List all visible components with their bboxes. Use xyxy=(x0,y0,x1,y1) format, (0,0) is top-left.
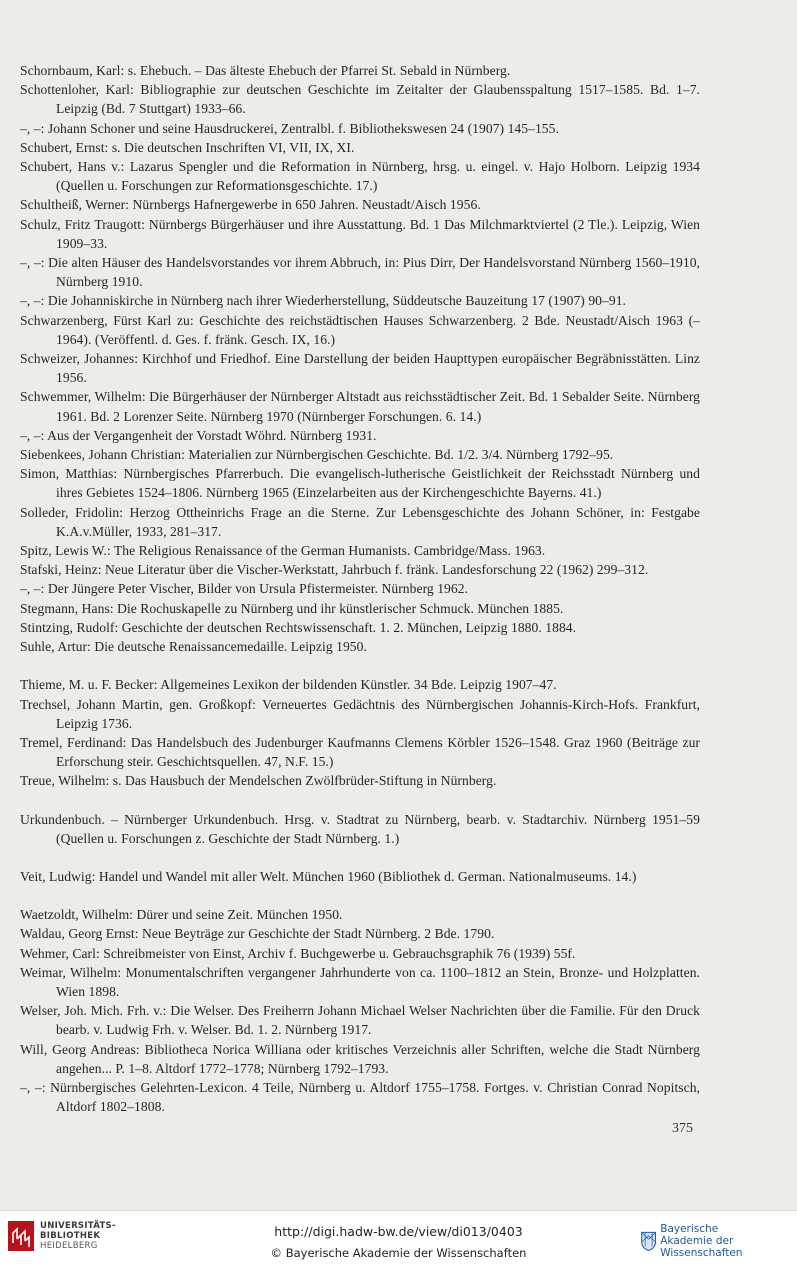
section-u xyxy=(20,810,700,848)
academy-logo[interactable] xyxy=(640,1223,797,1259)
bibliography-entry: Waetzoldt, Wilhelm: Dürer und seine Zeit. München 1950. xyxy=(20,907,343,923)
bibliography-entry: Schubert, Ernst: s. Die deutschen Inschriften VI, VII, IX, XI. xyxy=(20,139,355,155)
bibliography-entry: Spitz, Lewis W.: The Religious Renaissance of the German Humanists. Cambridge/Mass. 1963. xyxy=(20,543,546,559)
bibliography-entry: Schwemmer, Wilhelm: Die Bürgerhäuser der Nürnberger Altstadt aus reichsstädtischer Zeit. Bd. 1 Sebalder Seite. Nürnberg 1961. Bd. 2 Lorenzer Seite. Nürnberg 1970 (Nürnberger Forschungen. 6. 14.) xyxy=(20,389,700,424)
section-s xyxy=(20,61,700,656)
bibliography-entry: Schubert, Hans v.: Lazarus Spengler und die Reformation in Nürnberg, hrsg. u. eingel. v. Hajo Holborn. Leipzig 1934 (Quellen u. Forschungen zur Reformationsgeschichte. 17.) xyxy=(20,159,700,194)
bibliography-entry: Suhle, Artur: Die deutsche Renaissancemedaille. Leipzig 1950. xyxy=(20,639,367,655)
bibliography-entry: Welser, Joh. Mich. Frh. v.: Die Welser. Des Freiherrn Johann Michael Welser Nachrichten über die Familie. Für den Druck bearb. v. Ludwig Frh. v. Welser. Bd. 1. 2. Nürnberg 1917. xyxy=(20,1003,700,1038)
bibliography-entry: –, –: Aus der Vergangenheit der Vorstadt Wöhrd. Nürnberg 1931. xyxy=(20,427,377,443)
bibliography-entry: Thieme, M. u. F. Becker: Allgemeines Lexikon der bildenden Künstler. 34 Bde. Leipzig 1907–47. xyxy=(20,677,557,693)
bibliography-entry: Treue, Wilhelm: s. Das Hausbuch der Mendelschen Zwölfbrüder-Stiftung in Nürnberg. xyxy=(20,773,497,789)
bibliography-entry: Tremel, Ferdinand: Das Handelsbuch des Judenburger Kaufmanns Clemens Körbler 1526–1548. Graz 1960 (Beiträge zur Erforschung steir. Geschichtsquellen. 47, N.F. 15.) xyxy=(20,734,700,770)
bibliography-entry: Will, Georg Andreas: Bibliotheca Norica Williana oder kritisches Verzeichnis aller Schriften, welche die Stadt Nürnberg angehen... P. 1–8. Altdorf 1772–1778; Nürnberg 1792–1793. xyxy=(20,1041,700,1076)
bibliography-entry: Solleder, Fridolin: Herzog Ottheinrichs Frage an die Sterne. Zur Lebensgeschichte des Johann Schöner, in: Festgabe K.A.v.Müller, 1933, 281–317. xyxy=(20,504,700,539)
bibliography-entry: Schweizer, Johannes: Kirchhof und Friedhof. Eine Darstellung der beiden Haupttypen europäischer Begräbnisstätten. Linz 1956. xyxy=(20,351,700,386)
bibliography-entry: –, –: Die Johanniskirche in Nürnberg nach ihrer Wiederherstellung, Süddeutsche Bauzeitung 17 (1907) 90–91. xyxy=(20,293,627,309)
permalink-url[interactable]: http://digi.hadw-bw.de/view/di013/0403 xyxy=(274,1224,523,1239)
bibliography-entry: Schwarzenberg, Fürst Karl zu: Geschichte des reichstädtischen Hauses Schwarzenberg. 2 Bde. Neustadt/Aisch 1963 (–1964). (Veröffentl. d. Ges. f. fränk. Gesch. IX, 16.) xyxy=(20,312,700,347)
ub-line-1: UNIVERSITÄTS- xyxy=(40,1221,116,1231)
academy-line-2: Akademie der Wissenschaften xyxy=(660,1235,743,1259)
academy-line-1: Bayerische xyxy=(660,1223,719,1235)
bibliography-entry: Schottenloher, Karl: Bibliographie zur deutschen Geschichte im Zeitalter der Glaubensspaltung 1517–1585. Bd. 1–7. Leipzig (Bd. 7 Stuttgart) 1933–66. xyxy=(20,82,700,117)
bibliography-entry: Waldau, Georg Ernst: Neue Beyträge zur Geschichte der Stadt Nürnberg. 2 Bde. 1790. xyxy=(20,926,495,942)
bibliography-entry: –, –: Der Jüngere Peter Vischer, Bilder von Ursula Pfistermeister. Nürnberg 1962. xyxy=(20,581,469,597)
bibliography-entry: –, –: Johann Schoner und seine Hausdruckerei, Zentralbl. f. Bibliothekswesen 24 (1907) 145–155. xyxy=(20,120,559,136)
bibliography-entry: Schulz, Fritz Traugott: Nürnbergs Bürgerhäuser und ihre Ausstattung. Bd. 1 Das Milchmarktviertel (2 Tle.). Leipzig, Wien 1909–33. xyxy=(20,216,700,251)
section-w xyxy=(20,905,700,1116)
ub-line-3: HEIDELBERG xyxy=(40,1241,98,1251)
bibliography-entry: –, –: Die alten Häuser des Handelsvorstandes vor ihrem Abbruch, in: Pius Dirr, Der Handelsvorstand Nürnberg 1560–1910, Nürnberg 1910. xyxy=(20,255,700,290)
academy-crest-icon xyxy=(640,1229,657,1253)
footer-bar xyxy=(0,1210,797,1266)
bibliography-entry: Veit, Ludwig: Handel und Wandel mit aller Welt. München 1960 (Bibliothek d. German. Nationalmuseums. 14.) xyxy=(20,868,637,884)
bibliography-entry: Schultheiß, Werner: Nürnbergs Hafnergewerbe in 650 Jahren. Neustadt/Aisch 1956. xyxy=(20,197,481,213)
bibliography-entry: Siebenkees, Johann Christian: Materialien zur Nürnbergischen Geschichte. Bd. 1/2. 3/4. Nürnberg 1792–95. xyxy=(20,447,614,463)
bibliography-entry: Stegmann, Hans: Die Rochuskapelle zu Nürnberg und ihr künstlerischer Schmuck. München 1885. xyxy=(20,600,564,616)
section-v xyxy=(20,867,700,886)
page-number: 375 xyxy=(672,1121,693,1136)
section-gap xyxy=(20,791,700,810)
bibliography-entry: –, –: Nürnbergisches Gelehrten-Lexicon. 4 Teile, Nürnberg u. Altdorf 1755–1758. Fortges. v. Christian Conrad Nopitsch, Altdorf 1802–1808. xyxy=(20,1079,700,1115)
bibliography-entry: Wehmer, Carl: Schreibmeister von Einst, Archiv f. Buchgewerbe u. Gebrauchsgraphik 76 (1939) 55f. xyxy=(20,945,576,961)
bibliography-entry: Simon, Matthias: Nürnbergisches Pfarrerbuch. Die evangelisch-lutherische Geistlichkeit der Reichsstadt Nürnberg und ihres Gebietes 1524–1806. Nürnberg 1965 (Einzelarbeiten aus der Kirchengeschichte Bayerns. 41.) xyxy=(20,466,700,501)
bibliography-list xyxy=(20,61,700,1116)
section-t xyxy=(20,675,700,790)
section-gap xyxy=(20,656,700,675)
bibliography-entry: Schornbaum, Karl: s. Ehebuch. – Das älteste Ehebuch der Pfarrei St. Sebald in Nürnberg. xyxy=(20,63,511,78)
bibliography-entry: Stafski, Heinz: Neue Literatur über die Vischer-Werkstatt, Jahrbuch f. fränk. Landesforschung 22 (1962) 299–312. xyxy=(20,562,649,578)
section-gap xyxy=(20,848,700,867)
copyright-text: © Bayerische Akademie der Wissenschaften xyxy=(270,1246,527,1260)
bibliography-entry: Weimar, Wilhelm: Monumentalschriften vergangener Jahrhunderte von ca. 1100–1812 an Stein, Bronze- und Holzplatten. Wien 1898. xyxy=(20,964,700,999)
ub-line-2: BIBLIOTHEK xyxy=(40,1231,101,1241)
bibliography-entry: Urkundenbuch. – Nürnberger Urkundenbuch. Hrsg. v. Stadtrat zu Nürnberg, bearb. v. Stadtarchiv. Nürnberg 1951–59 (Quellen u. Forschungen z. Geschichte der Stadt Nürnberg. 1.) xyxy=(20,811,700,846)
section-gap xyxy=(20,886,700,905)
bibliography-entry: Stintzing, Rudolf: Geschichte der deutschen Rechtswissenschaft. 1. 2. München, Leipzig 1880. 1884. xyxy=(20,619,577,635)
bibliography-entry: Trechsel, Johann Martin, gen. Großkopf: Verneuertes Gedächtnis des Nürnbergischen Johannis-Kirch-Hofs. Frankfurt, Leipzig 1736. xyxy=(20,696,700,731)
